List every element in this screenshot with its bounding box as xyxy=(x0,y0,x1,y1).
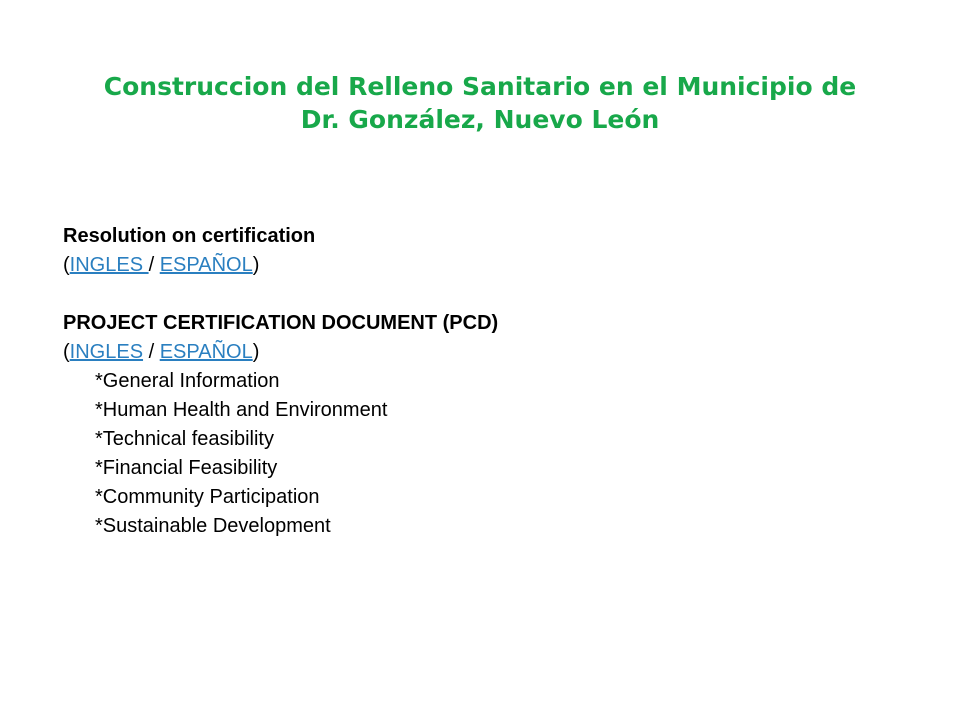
resolution-ingles-link[interactable]: INGLES xyxy=(69,254,149,276)
pcd-links xyxy=(63,338,498,367)
pcd-item-human-health: *Human Health and Environment xyxy=(95,399,388,421)
title-line-1: Construccion del Relleno Sanitario en el Municipio de xyxy=(103,72,857,101)
resolution-links xyxy=(63,251,498,280)
page-title xyxy=(0,70,960,136)
paren-open: ( xyxy=(63,254,70,276)
link-separator: / xyxy=(148,254,160,276)
link-separator: / xyxy=(143,341,160,363)
resolution-heading: Resolution on certification xyxy=(63,225,316,247)
spacer xyxy=(63,280,498,309)
pcd-heading: PROJECT CERTIFICATION DOCUMENT (PCD) xyxy=(63,312,499,334)
pcd-item-general-information: *General Information xyxy=(95,370,280,392)
pcd-item-sustainable-development: *Sustainable Development xyxy=(95,515,331,537)
pcd-item-financial-feasibility: *Financial Feasibility xyxy=(95,457,278,479)
document-body xyxy=(63,222,498,541)
paren-open: ( xyxy=(63,341,70,363)
paren-close: ) xyxy=(252,341,260,363)
pcd-item-technical-feasibility: *Technical feasibility xyxy=(95,428,274,450)
pcd-ingles-link[interactable]: INGLES xyxy=(69,341,144,363)
title-line-2: Dr. González, Nuevo León xyxy=(300,105,660,134)
paren-close: ) xyxy=(252,254,260,276)
resolution-espanol-link[interactable]: ESPAÑOL xyxy=(159,254,253,276)
pcd-item-community-participation: *Community Participation xyxy=(95,486,320,508)
pcd-espanol-link[interactable]: ESPAÑOL xyxy=(159,341,253,363)
